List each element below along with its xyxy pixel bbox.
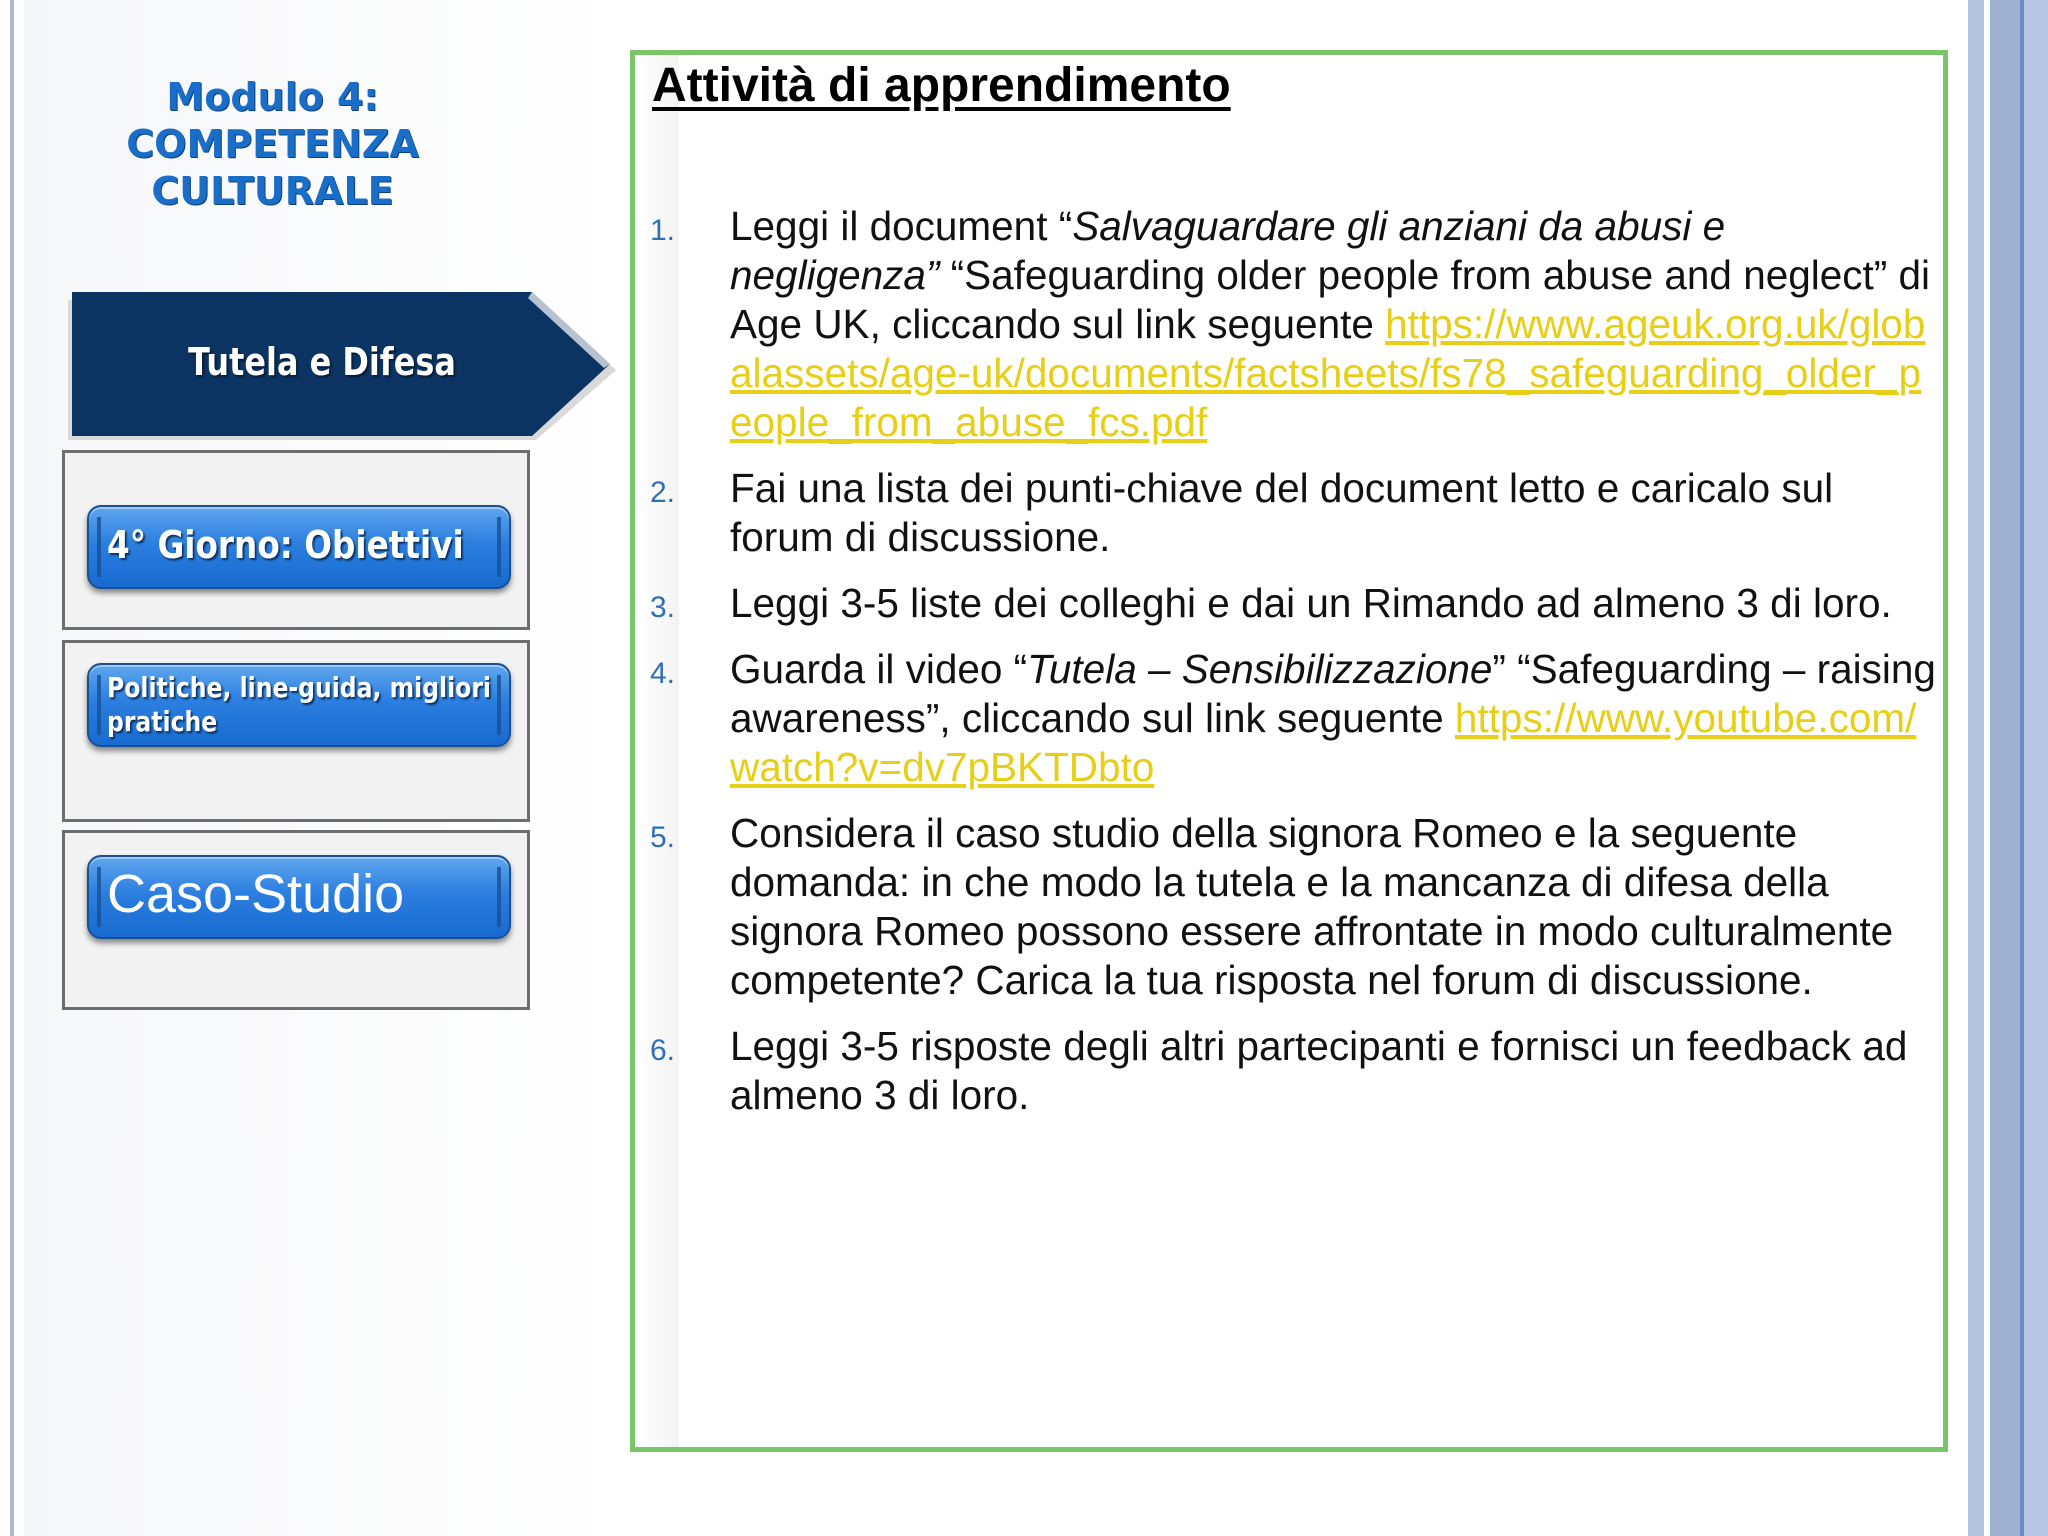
- slide-right-border: [1958, 0, 2048, 1536]
- section-arrow-label: Tutela e Difesa: [188, 340, 456, 384]
- case-study-button[interactable]: [87, 855, 511, 939]
- youtube-video-link[interactable]: https://www.youtube.com/watch?v=dv7pBKTDbto: [730, 695, 1917, 790]
- list-item: [650, 1022, 1940, 1120]
- nav-box-case-study: [62, 830, 530, 1010]
- list-item-italic: Tutela – Sensibilizzazione: [1027, 646, 1493, 692]
- list-item-number: 2.: [650, 476, 676, 509]
- list-item: [650, 202, 1940, 447]
- list-item-italic: Salvaguardare gli anziani da abusi e negligenza”: [730, 203, 1726, 298]
- activities-list: [650, 202, 1940, 1137]
- module-title: [100, 74, 445, 215]
- list-item-text: Leggi 3-5 risposte degli altri partecipanti e fornisci un feedback ad almeno 3 di loro.: [730, 1023, 1908, 1118]
- list-item-number: 5.: [650, 821, 676, 854]
- list-item-number: 1.: [650, 214, 676, 247]
- module-title-line3: CULTURALE: [151, 169, 394, 213]
- nav-box-objectives: [62, 450, 530, 630]
- module-title-line1: Modulo 4:: [166, 75, 379, 119]
- ageuk-document-link[interactable]: https://www.ageuk.org.uk/globalassets/age-uk/documents/factsheets/fs78_safeguarding_older_people_from_abuse_fcs.pdf: [730, 301, 1926, 445]
- nav-box-policies: [62, 640, 530, 822]
- policies-button[interactable]: [87, 663, 511, 747]
- list-item-number: 6.: [650, 1034, 676, 1067]
- list-item-text: Leggi 3-5 liste dei colleghi e dai un Rimando ad almeno 3 di loro.: [730, 580, 1892, 626]
- policies-button-label: Politiche, line-guida, migliori pratiche: [107, 671, 491, 738]
- list-item-text: ” “Safeguarding – raising awareness”, cliccando sul link seguente: [730, 646, 1936, 741]
- list-item: [650, 464, 1940, 562]
- list-item-number: 3.: [650, 591, 676, 624]
- list-item-text: “Safeguarding older people from abuse and neglect” di Age UK, cliccando sul link seguente: [730, 252, 1931, 347]
- module-title-line2: COMPETENZA: [126, 122, 419, 166]
- objectives-button[interactable]: [87, 505, 511, 589]
- slide-left-border: [0, 0, 24, 1536]
- case-study-button-label: Caso-Studio: [107, 864, 405, 924]
- list-item-text: Guarda il video “: [730, 646, 1028, 692]
- objectives-button-label: 4° Giorno: Obiettivi: [107, 523, 464, 567]
- list-item-number: 4.: [650, 657, 676, 690]
- panel-title: Attività di apprendimento: [652, 59, 1231, 112]
- list-item-text: Leggi il document “: [730, 203, 1073, 249]
- list-item-text: Considera il caso studio della signora Romeo e la seguente domanda: in che modo la tutela e la mancanza di difesa della signora Romeo possono essere affrontate in modo culturalmente competente? Carica la tua risposta nel forum di discussione.: [730, 810, 1894, 1003]
- list-item: [650, 809, 1940, 1005]
- list-item: [650, 645, 1940, 792]
- list-item: [650, 579, 1940, 628]
- list-item-text: Fai una lista dei punti-chiave del document letto e caricalo sul forum di discussione.: [730, 465, 1834, 560]
